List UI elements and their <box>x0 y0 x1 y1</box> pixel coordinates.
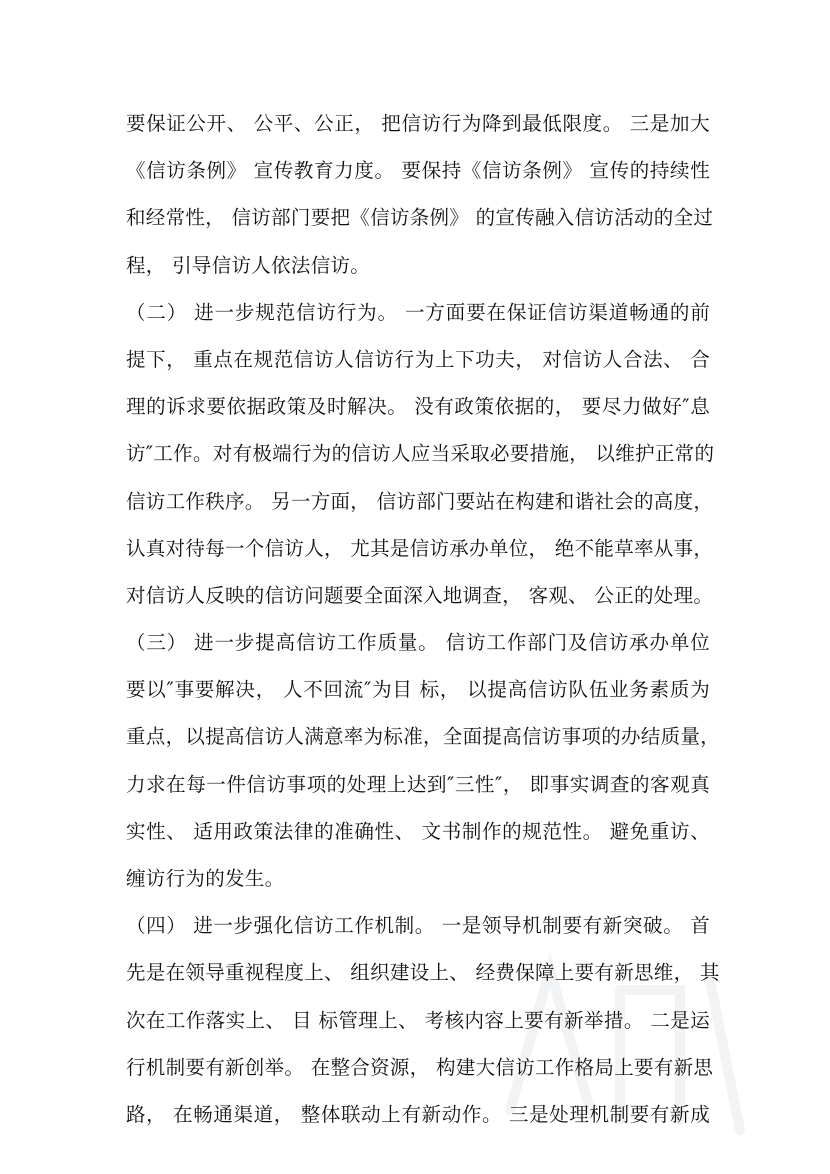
body-text <box>126 100 721 1138</box>
paragraph-line: 程， 引导信访人依法信访。 <box>126 253 371 277</box>
paragraph-line: 行机制要有新创举。 在整合资源， 构建大信访工作格局上要有新思 <box>126 1055 714 1079</box>
paragraph-line: 路， 在畅通渠道， 整体联动上有新动作。 三是处理机制要有新成 <box>126 1102 710 1126</box>
section-heading-line: （四） 进一步强化信访工作机制。 一是领导机制要有新突破。 首 <box>126 914 710 938</box>
paragraph-line: 要保证公开、 公平、公正， 把信访行为降到最低限度。 三是加大 <box>126 112 710 135</box>
paragraph-line: 认真对待每一个信访人， 尤其是信访承办单位， 绝不能草率从事， <box>126 536 714 560</box>
paragraph-line: 和经常性， 信访部门要把《信访条例》 的宣传融入信访活动的全过 <box>126 206 714 230</box>
paragraph-line: 信访工作秩序。 另一方面， 信访部门要站在构建和谐社会的高度， <box>126 489 714 513</box>
paragraph-line: 重点，以提高信访人满意率为标准，全面提高信访事项的办结质量， <box>126 725 721 749</box>
section-heading-line: （三） 进一步提高信访工作质量。 信访工作部门及信访承办单位 <box>126 631 710 655</box>
paragraph-line: 实性、 适用政策法律的准确性、 文书制作的规范性。 避免重访、 <box>126 819 710 843</box>
paragraph-line: 对信访人反映的信访问题要全面深入地调查， 客观、 公正的处理。 <box>126 583 714 607</box>
section-heading-line: （二） 进一步规范信访行为。 一方面要在保证信访渠道畅通的前 <box>126 300 710 324</box>
paragraph-line: 先是在领导重视程度上、 组织建设上、 经费保障上要有新思维， 其 <box>126 961 720 985</box>
paragraph-line: 《信访条例》 宣传教育力度。 要保持《信访条例》 宣传的持续性 <box>126 159 710 183</box>
paragraph-line: 次在工作落实上、 目 标管理上、 考核内容上要有新举措。 二是运 <box>126 1008 710 1032</box>
paragraph-line: 缠访行为的发生。 <box>126 867 285 890</box>
paragraph-line: 力求在每一件信访事项的处理上达到″三性″， 即事实调查的客观真 <box>126 772 710 796</box>
paragraph-line: 提下， 重点在规范信访人信访行为上下功夫， 对信访人合法、 合 <box>126 347 710 371</box>
paragraph-line: 访″工作。对有极端行为的信访人应当采取必要措施， 以维护正常的 <box>126 442 715 466</box>
paragraph-line: 要以″事要解决， 人不回流″为目 标， 以提高信访队伍业务素质为 <box>126 678 710 702</box>
paragraph-line: 理的诉求要依据政策及时解决。 没有政策依据的， 要尽力做好″息 <box>126 395 710 419</box>
